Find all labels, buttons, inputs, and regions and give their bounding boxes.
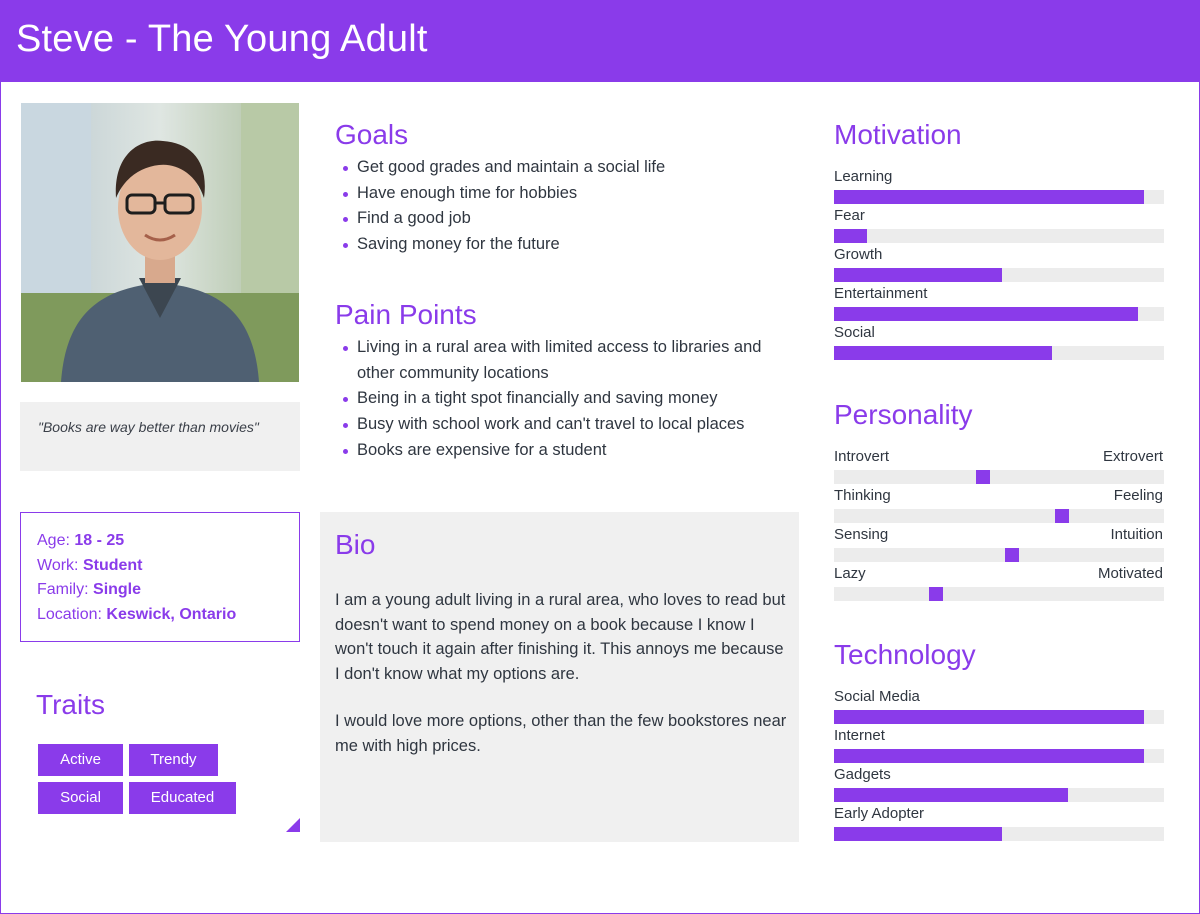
personality-marker [976,470,990,484]
quote-text: "Books are way better than movies" [38,419,259,435]
profile-photo-image [21,103,299,382]
personality-right-label: Extrovert [1102,448,1163,465]
motivation-label: Growth [834,246,883,263]
personality-left-label: Sensing [834,526,889,543]
personality-marker [1005,548,1019,562]
bio-paragraph: I would love more options, other than the few bookstores near me with high prices. [335,712,787,755]
motivation-fill [834,346,1052,360]
goal-item: Have enough time for hobbies [340,181,795,207]
goal-item: Saving money for the future [340,232,795,258]
corner-triangle-icon [286,818,300,832]
pain-point-item: Books are expensive for a student [340,438,795,464]
technology-fill [834,827,1002,841]
age-label: Age: [37,532,70,549]
personality-marker [929,587,943,601]
motivation-track [834,268,1164,282]
personality-right-label: Feeling [1113,487,1163,504]
technology-fill [834,749,1144,763]
personality-track [834,470,1164,484]
traits-title: Traits [36,689,105,720]
technology-track [834,710,1164,724]
motivation-label: Learning [834,168,893,185]
header-bar [0,0,1200,82]
pain-points-title: Pain Points [335,299,477,330]
pain-points-list [340,335,795,464]
personality-right-label: Motivated [1097,565,1163,582]
personality-right-label: Intuition [1110,526,1163,543]
location-row [37,603,299,628]
trait-tag: Educated [129,782,236,814]
work-label: Work: [37,556,79,574]
technology-track [834,749,1164,763]
technology-fill [834,788,1068,802]
motivation-track [834,190,1164,204]
location-label: Location: [37,605,102,623]
trait-tag: Trendy [129,744,218,776]
trait-tag: Active [38,744,123,776]
technology-title: Technology [834,639,976,670]
motivation-label: Entertainment [834,285,928,302]
goals-list [340,155,795,258]
personality-left-label: Lazy [834,565,866,582]
motivation-fill [834,307,1138,321]
personality-left-label: Introvert [834,448,890,465]
age-value: 18 - 25 [74,532,125,549]
page-title: Steve - The Young Adult [16,18,428,60]
technology-fill [834,710,1144,724]
technology-track [834,827,1164,841]
motivation-track [834,307,1164,321]
location-value: Keswick, Ontario [106,605,237,623]
pain-point-item: Busy with school work and can't travel to local places [340,412,795,438]
personality-marker [1055,509,1069,523]
technology-label: Early Adopter [834,805,925,822]
technology-label: Social Media [834,688,920,705]
technology-label: Gadgets [834,766,891,783]
motivation-track [834,346,1164,360]
motivation-label: Fear [834,207,865,224]
work-row [37,554,299,579]
motivation-title: Motivation [834,119,962,150]
family-row [37,578,299,603]
demographics-box [20,512,300,642]
age-row [37,529,299,554]
motivation-track [834,229,1164,243]
goal-item: Find a good job [340,206,795,232]
quote-box [20,402,300,471]
motivation-fill [834,268,1002,282]
personality-title: Personality [834,399,973,430]
family-value: Single [93,581,142,598]
trait-tag: Social [38,782,123,814]
bio-paragraph: I am a young adult living in a rural area, who loves to read but doesn't want to spend money on a book because I know I won't touch it again after finishing it. This annoys me because I don't know what my options are. [335,591,786,683]
bio-title: Bio [335,529,376,560]
motivation-fill [834,229,867,243]
pain-point-item: Living in a rural area with limited access to libraries and other community locations [340,335,795,386]
goal-item: Get good grades and maintain a social life [340,155,795,181]
goals-title: Goals [335,119,409,150]
profile-photo [21,103,299,382]
technology-label: Internet [834,727,885,744]
personality-track [834,548,1164,562]
technology-track [834,788,1164,802]
pain-point-item: Being in a tight spot financially and saving money [340,386,795,412]
motivation-label: Social [834,324,875,341]
family-label: Family: [37,581,89,598]
personality-track [834,509,1164,523]
personality-track [834,587,1164,601]
motivation-fill [834,190,1144,204]
work-value: Student [82,556,143,574]
bio-panel [320,512,799,842]
personality-left-label: Thinking [834,487,891,504]
